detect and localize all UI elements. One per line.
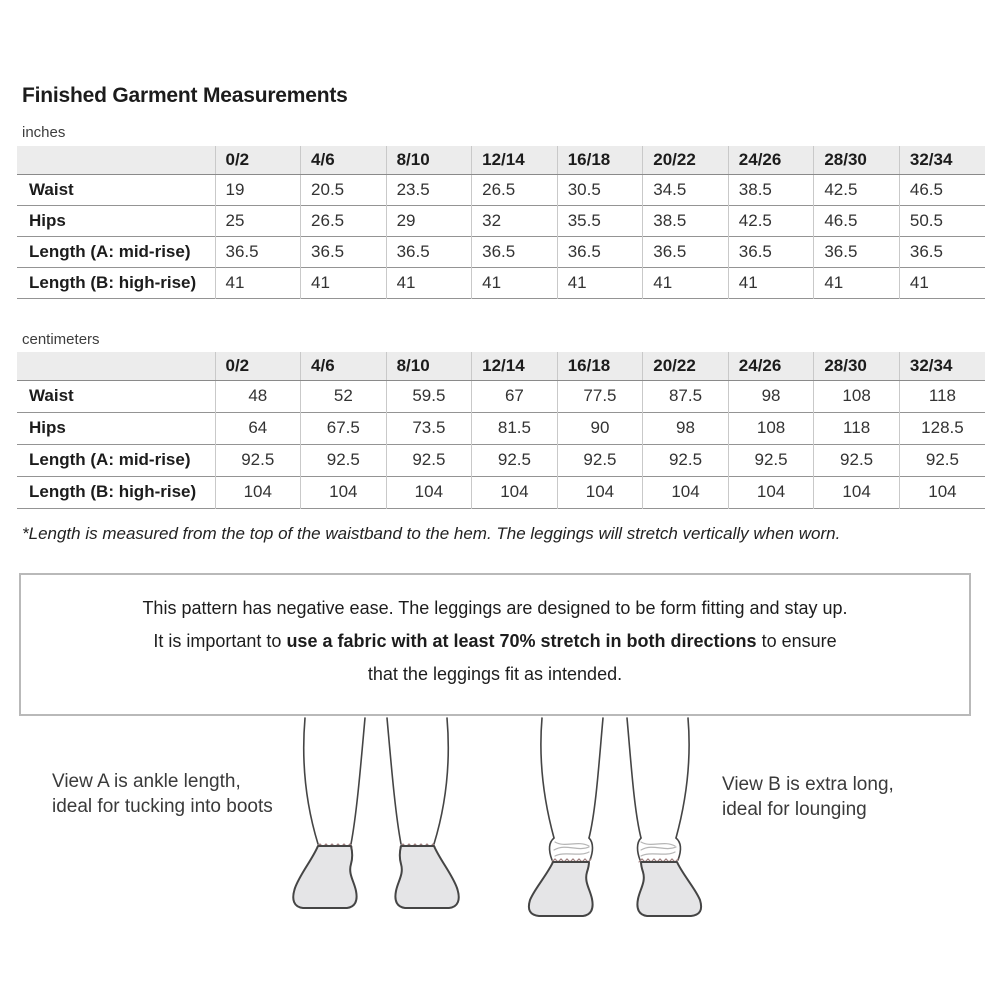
foot-a2 — [395, 846, 458, 908]
measurement-value: 98 — [728, 380, 814, 412]
measurement-value: 67 — [472, 380, 558, 412]
foot-b1 — [529, 862, 593, 916]
measurement-value: 90 — [557, 412, 643, 444]
measurement-value: 36.5 — [814, 236, 900, 267]
measurement-value: 42.5 — [728, 205, 814, 236]
measurement-value: 46.5 — [899, 174, 985, 205]
size-column-header: 28/30 — [814, 146, 900, 174]
measurement-value: 92.5 — [215, 444, 301, 476]
centimeters-unit-label: centimeters — [22, 331, 100, 348]
measurement-value: 35.5 — [557, 205, 643, 236]
size-header-row — [17, 146, 985, 174]
size-column-header: 16/18 — [557, 352, 643, 380]
measurement-row — [17, 205, 985, 236]
measurement-value: 36.5 — [728, 236, 814, 267]
measurement-value: 36.5 — [472, 236, 558, 267]
size-column-header: 20/22 — [643, 352, 729, 380]
measurement-value: 38.5 — [643, 205, 729, 236]
measurement-value: 20.5 — [301, 174, 387, 205]
inches-unit-label: inches — [22, 124, 66, 141]
inches-table — [17, 146, 985, 299]
foot-a1 — [293, 846, 356, 908]
measurement-value: 41 — [472, 267, 558, 298]
size-column-header: 8/10 — [386, 146, 472, 174]
size-column-header: 16/18 — [557, 146, 643, 174]
measurement-value: 64 — [215, 412, 301, 444]
measurement-value: 41 — [557, 267, 643, 298]
measurement-value: 26.5 — [472, 174, 558, 205]
measurement-row — [17, 174, 985, 205]
measurement-value: 50.5 — [899, 205, 985, 236]
legs-view-b — [529, 718, 701, 916]
measurement-value: 92.5 — [557, 444, 643, 476]
measurement-value: 108 — [814, 380, 900, 412]
scrunch-wrinkles-b2 — [641, 842, 676, 856]
row-label: Length (B: high-rise) — [29, 272, 197, 292]
measurement-value: 92.5 — [728, 444, 814, 476]
measurement-value: 92.5 — [899, 444, 985, 476]
measurement-row — [17, 476, 985, 508]
corner-cell — [17, 146, 215, 174]
note-line-2: It is important to use a fabric with at least 70% stretch in both directions to ensure — [153, 631, 837, 651]
hem-stitch-b1 — [552, 859, 591, 862]
measurement-value: 104 — [472, 476, 558, 508]
measurement-value: 34.5 — [643, 174, 729, 205]
centimeters-table — [17, 352, 985, 509]
row-label: Length (B: high-rise) — [29, 482, 197, 501]
measurement-value: 92.5 — [301, 444, 387, 476]
view-a-line-2: ideal for tucking into boots — [52, 796, 273, 817]
measurement-value: 29 — [386, 205, 472, 236]
measurement-value: 48 — [215, 380, 301, 412]
note-line-1: This pattern has negative ease. The leggings are designed to be form fitting and stay up. — [142, 598, 848, 618]
stretch-note-box — [19, 573, 971, 716]
measurement-value: 81.5 — [472, 412, 558, 444]
measurement-value: 77.5 — [557, 380, 643, 412]
measurement-value: 104 — [557, 476, 643, 508]
measurement-value: 104 — [301, 476, 387, 508]
note-line-3: that the leggings fit as intended. — [367, 664, 623, 684]
measurement-value: 36.5 — [386, 236, 472, 267]
view-a-caption — [52, 769, 273, 819]
size-header-row — [17, 352, 985, 380]
measurement-value: 92.5 — [472, 444, 558, 476]
measurement-value: 36.5 — [643, 236, 729, 267]
measurement-value: 30.5 — [557, 174, 643, 205]
measurement-row — [17, 380, 985, 412]
measurement-value: 42.5 — [814, 174, 900, 205]
measurement-value: 25 — [215, 205, 301, 236]
measurement-value: 26.5 — [301, 205, 387, 236]
measurement-value: 41 — [728, 267, 814, 298]
size-column-header: 4/6 — [301, 146, 387, 174]
measurement-value: 118 — [899, 380, 985, 412]
row-label: Waist — [29, 179, 74, 199]
row-label: Length (A: mid-rise) — [29, 241, 191, 261]
measurement-value: 92.5 — [643, 444, 729, 476]
size-column-header: 32/34 — [899, 146, 985, 174]
view-b-caption — [722, 772, 894, 822]
measurement-value: 41 — [899, 267, 985, 298]
measurement-value: 41 — [643, 267, 729, 298]
page-title: Finished Garment Measurements — [22, 84, 348, 107]
measurement-value: 73.5 — [386, 412, 472, 444]
view-b-line-1: View B is extra long, — [722, 774, 894, 795]
measurement-value: 118 — [814, 412, 900, 444]
row-label: Hips — [29, 210, 66, 230]
hem-stitch-b2 — [639, 859, 678, 862]
hem-stitch-a2 — [400, 844, 435, 847]
measurement-value: 98 — [643, 412, 729, 444]
measurement-value: 46.5 — [814, 205, 900, 236]
measurement-value: 104 — [643, 476, 729, 508]
measurement-value: 23.5 — [386, 174, 472, 205]
size-column-header: 12/14 — [472, 146, 558, 174]
measurement-value: 128.5 — [899, 412, 985, 444]
size-column-header: 0/2 — [215, 352, 301, 380]
size-column-header: 0/2 — [215, 146, 301, 174]
foot-b2 — [637, 862, 701, 916]
measurement-value: 87.5 — [643, 380, 729, 412]
hem-stitch-a1 — [317, 844, 352, 847]
measurement-value: 38.5 — [728, 174, 814, 205]
row-label: Waist — [29, 386, 74, 405]
measurement-value: 59.5 — [386, 380, 472, 412]
measurement-value: 36.5 — [899, 236, 985, 267]
measurement-value: 104 — [899, 476, 985, 508]
measurement-value: 52 — [301, 380, 387, 412]
size-column-header: 24/26 — [728, 146, 814, 174]
measurement-value: 104 — [728, 476, 814, 508]
size-column-header: 8/10 — [386, 352, 472, 380]
size-column-header: 32/34 — [899, 352, 985, 380]
view-a-line-1: View A is ankle length, — [52, 771, 241, 792]
stretch-requirement-bold: use a fabric with at least 70% stretch in both directions — [286, 631, 757, 651]
measurement-row — [17, 412, 985, 444]
measurement-value: 32 — [472, 205, 558, 236]
measurement-value: 36.5 — [557, 236, 643, 267]
length-footnote: *Length is measured from the top of the waistband to the hem. The leggings will stretch vertically when worn. — [22, 524, 841, 543]
size-column-header: 12/14 — [472, 352, 558, 380]
row-label: Hips — [29, 418, 66, 437]
size-column-header: 4/6 — [301, 352, 387, 380]
size-column-header: 28/30 — [814, 352, 900, 380]
measurement-value: 19 — [215, 174, 301, 205]
measurement-row — [17, 267, 985, 298]
measurement-value: 36.5 — [301, 236, 387, 267]
measurement-value: 104 — [386, 476, 472, 508]
measurement-value: 92.5 — [814, 444, 900, 476]
corner-cell — [17, 352, 215, 380]
size-column-header: 24/26 — [728, 352, 814, 380]
view-b-line-2: ideal for lounging — [722, 799, 867, 820]
size-column-header: 20/22 — [643, 146, 729, 174]
measurement-row — [17, 444, 985, 476]
measurement-value: 41 — [814, 267, 900, 298]
row-label: Length (A: mid-rise) — [29, 450, 191, 469]
measurement-row — [17, 236, 985, 267]
measurement-value: 36.5 — [215, 236, 301, 267]
measurement-value: 108 — [728, 412, 814, 444]
scrunch-wrinkles-b1 — [554, 842, 589, 856]
measurement-value: 104 — [814, 476, 900, 508]
measurement-value: 104 — [215, 476, 301, 508]
legs-view-a — [293, 718, 458, 908]
measurement-value: 41 — [215, 267, 301, 298]
measurement-value: 41 — [301, 267, 387, 298]
measurement-value: 67.5 — [301, 412, 387, 444]
measurement-value: 41 — [386, 267, 472, 298]
measurement-value: 92.5 — [386, 444, 472, 476]
